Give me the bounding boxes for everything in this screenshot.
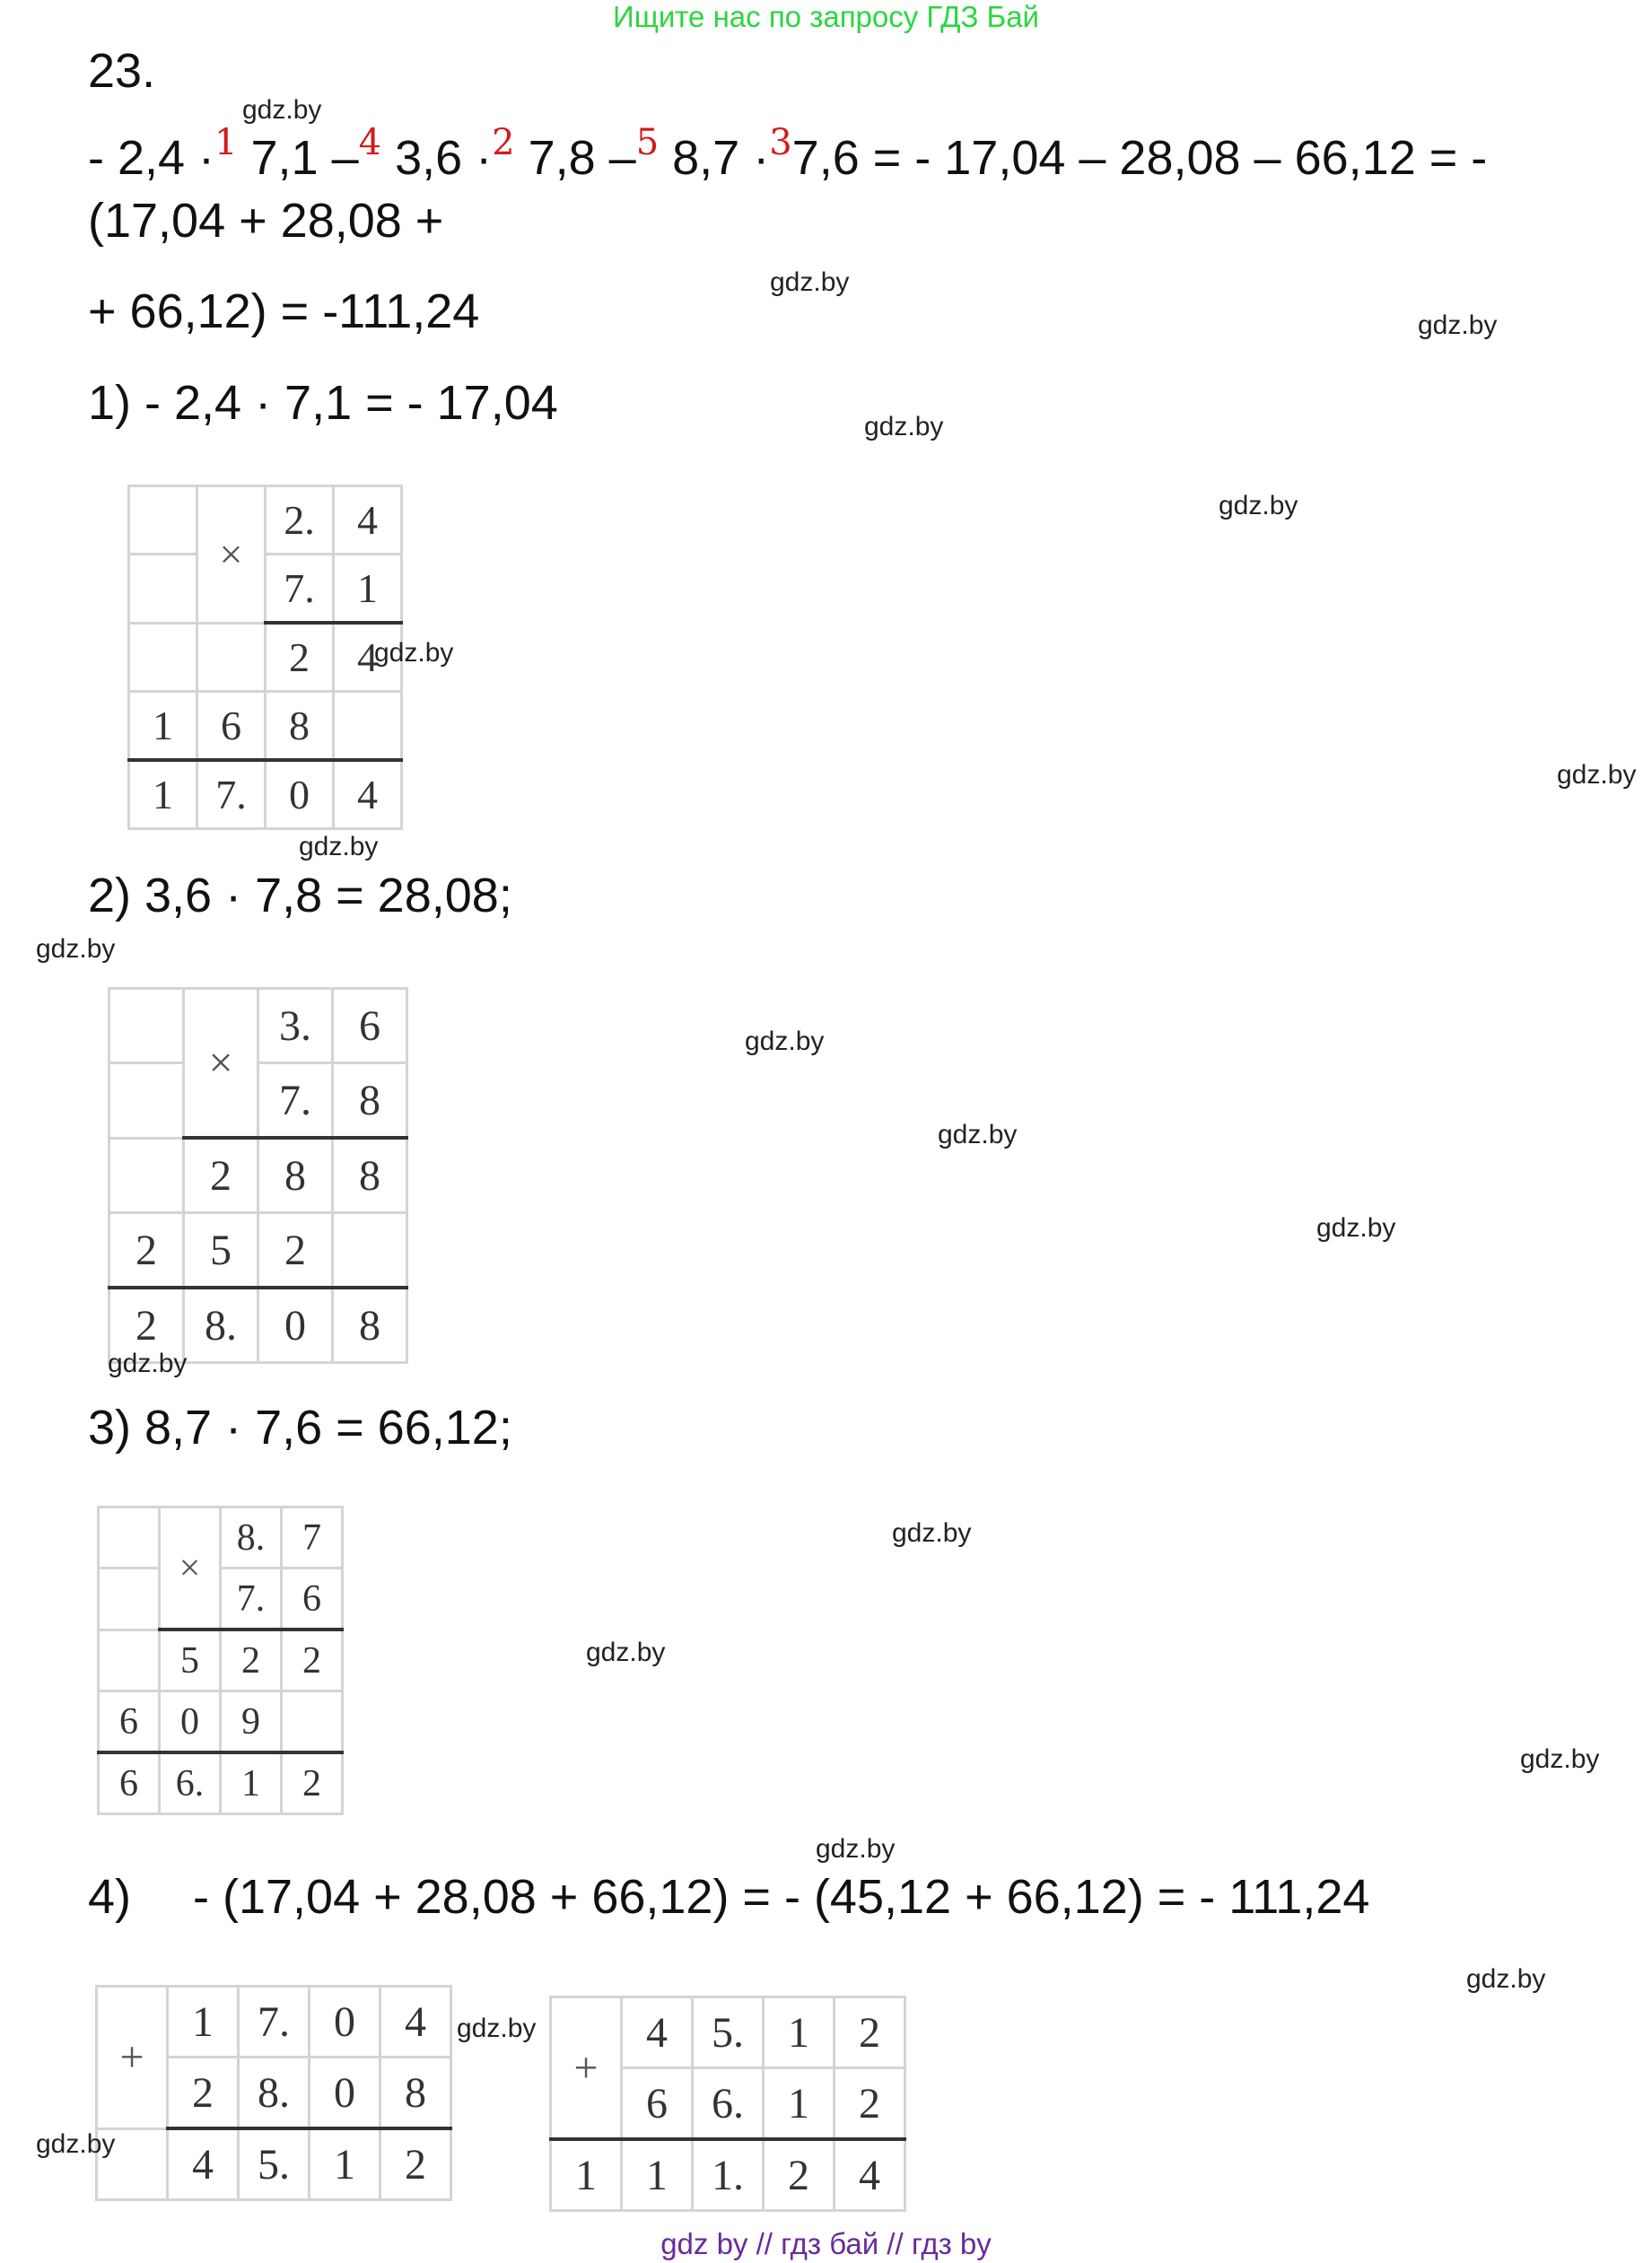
- order-mark: 5: [635, 122, 660, 163]
- table-row: [129, 760, 402, 829]
- digit-cell: 0: [310, 2058, 380, 2129]
- table-row: [99, 1752, 343, 1814]
- table-row: [129, 555, 402, 624]
- digit-cell: 8.: [184, 1288, 258, 1363]
- digit-cell: 6.: [693, 2068, 764, 2140]
- digit-cell: 2: [184, 1138, 258, 1213]
- digit-cell: [129, 623, 197, 692]
- digit-cell: [197, 623, 266, 692]
- order-mark: 1: [214, 122, 238, 163]
- watermark: gdz.by: [864, 412, 944, 441]
- step-1: 1) - 2,4 · 7,1 = - 17,04: [88, 376, 558, 430]
- expression-line-2: (17,04 + 28,08 +: [88, 194, 444, 248]
- watermark: gdz.by: [108, 1349, 188, 1378]
- addition-table-2: [549, 1996, 906, 2212]
- table-row: [97, 1987, 451, 2058]
- digit-cell: 8: [333, 1138, 407, 1213]
- digit-cell: 1: [129, 692, 197, 761]
- digit-cell: 0: [258, 1288, 333, 1363]
- digit-cell: 1: [622, 2139, 693, 2211]
- digit-cell: 1: [551, 2139, 622, 2211]
- digit-cell: 7.: [266, 555, 334, 624]
- digit-cell: 2: [835, 2068, 905, 2140]
- expr-part: 7,1 –: [237, 131, 359, 185]
- watermark: gdz.by: [745, 1027, 825, 1056]
- digit-cell: 6: [197, 692, 266, 761]
- digit-cell: [99, 1630, 160, 1691]
- digit-cell: 2: [764, 2139, 835, 2211]
- table-row: [551, 1997, 905, 2068]
- table-row: [99, 1630, 343, 1691]
- expr-part: 7,8 –: [514, 131, 636, 185]
- digit-cell: 1: [334, 555, 402, 624]
- digit-cell: 5: [184, 1213, 258, 1289]
- watermark: gdz.by: [374, 638, 454, 668]
- digit-cell: 4: [835, 2139, 905, 2211]
- digit-cell: 4: [334, 486, 402, 555]
- digit-cell: [99, 1568, 160, 1630]
- plus-sign: +: [551, 1997, 622, 2140]
- watermark: gdz.by: [457, 2014, 537, 2043]
- digit-cell: [282, 1691, 343, 1753]
- table-row: [97, 2128, 451, 2200]
- digit-cell: 8: [258, 1138, 333, 1213]
- digit-cell: [129, 486, 197, 555]
- table-row: [109, 1138, 407, 1213]
- digit-cell: 2: [282, 1752, 343, 1814]
- digit-cell: 2: [168, 2058, 239, 2129]
- watermark: gdz.by: [1520, 1744, 1600, 1774]
- watermark: gdz.by: [586, 1638, 666, 1667]
- digit-cell: [109, 989, 184, 1063]
- digit-cell: [109, 1138, 184, 1213]
- expr-part: 8,7 ·: [659, 131, 770, 185]
- digit-cell: 3.: [258, 989, 333, 1063]
- table-row: [129, 486, 402, 555]
- digit-cell: 2: [258, 1213, 333, 1289]
- step-2: 2) 3,6 · 7,8 = 28,08;: [88, 869, 512, 922]
- multiplication-table-3: [97, 1506, 344, 1815]
- addition-table-1: [95, 1985, 452, 2201]
- table-row: [109, 1063, 407, 1139]
- watermark: gdz.by: [1557, 760, 1637, 790]
- table-row: [99, 1507, 343, 1568]
- footer-links[interactable]: gdz by // гдз бай // гдз by: [660, 2227, 992, 2260]
- watermark: gdz.by: [1219, 491, 1298, 520]
- watermark: gdz.by: [816, 1834, 896, 1864]
- watermark: gdz.by: [36, 2129, 116, 2159]
- search-banner[interactable]: Ищите нас по запросу ГДЗ Бай: [613, 0, 1039, 33]
- digit-cell: 6: [622, 2068, 693, 2140]
- watermark: gdz.by: [770, 267, 850, 297]
- table-row: [99, 1691, 343, 1753]
- digit-cell: 6: [333, 989, 407, 1063]
- digit-cell: 8: [333, 1288, 407, 1363]
- digit-cell: 7: [282, 1507, 343, 1568]
- digit-cell: 8: [333, 1063, 407, 1139]
- digit-cell: 1: [129, 760, 197, 829]
- order-mark: 2: [492, 122, 515, 163]
- table-row: [99, 1568, 343, 1630]
- expr-part: 3,6 ·: [381, 131, 493, 185]
- digit-cell: 7.: [197, 760, 266, 829]
- table-row: [109, 1213, 407, 1289]
- expr-part: 7,6 = - 17,04 – 28,08 – 66,12 = -: [791, 131, 1488, 185]
- multiply-sign: ×: [197, 486, 266, 624]
- digit-cell: 0: [310, 1987, 380, 2058]
- digit-cell: 7.: [239, 1987, 310, 2058]
- digit-cell: [129, 555, 197, 624]
- digit-cell: 6: [99, 1752, 160, 1814]
- expr-part: - 2,4 ·: [88, 131, 215, 185]
- watermark: gdz.by: [1418, 310, 1498, 340]
- table-row: [551, 2139, 905, 2211]
- watermark: gdz.by: [1316, 1213, 1396, 1243]
- digit-cell: 2: [109, 1288, 184, 1363]
- digit-cell: 4: [622, 1997, 693, 2068]
- table-row: [109, 989, 407, 1063]
- expression-line-3: + 66,12) = -111,24: [88, 284, 480, 338]
- table-row: [129, 692, 402, 761]
- table-row: [129, 623, 402, 692]
- digit-cell: 2: [109, 1213, 184, 1289]
- digit-cell: 5: [160, 1630, 221, 1691]
- digit-cell: 8: [266, 692, 334, 761]
- digit-cell: [99, 1507, 160, 1568]
- digit-cell: 1: [764, 2068, 835, 2140]
- digit-cell: 4: [334, 623, 402, 692]
- expression-line-1: [88, 122, 1488, 186]
- step-4: - (17,04 + 28,08 + 66,12) = - (45,12 + 66,12) = - 111,24: [193, 1870, 1370, 1924]
- digit-cell: 1: [310, 2128, 380, 2200]
- digit-cell: 0: [160, 1691, 221, 1753]
- digit-cell: 8.: [221, 1507, 282, 1568]
- digit-cell: 2.: [266, 486, 334, 555]
- watermark: gdz.by: [36, 934, 116, 964]
- watermark: gdz.by: [242, 95, 322, 125]
- digit-cell: 6: [282, 1568, 343, 1630]
- digit-cell: 1: [764, 1997, 835, 2068]
- digit-cell: 5.: [693, 1997, 764, 2068]
- digit-cell: 6.: [160, 1752, 221, 1814]
- watermark: gdz.by: [892, 1518, 972, 1548]
- multiply-sign: ×: [184, 989, 258, 1139]
- multiplication-table-2: [108, 987, 408, 1364]
- digit-cell: 7.: [258, 1063, 333, 1139]
- multiplication-table-1: [127, 485, 403, 830]
- digit-cell: 4: [334, 760, 402, 829]
- digit-cell: 2: [380, 2128, 451, 2200]
- step-3: 3) 8,7 · 7,6 = 66,12;: [88, 1401, 512, 1455]
- digit-cell: 6: [99, 1691, 160, 1753]
- watermark: gdz.by: [299, 832, 379, 861]
- digit-cell: 1.: [693, 2139, 764, 2211]
- digit-cell: 0: [266, 760, 334, 829]
- digit-cell: 4: [380, 1987, 451, 2058]
- digit-cell: 9: [221, 1691, 282, 1753]
- digit-cell: 1: [168, 1987, 239, 2058]
- task-number: 23.: [88, 44, 156, 98]
- digit-cell: 2: [282, 1630, 343, 1691]
- digit-cell: 8.: [239, 2058, 310, 2129]
- order-mark: 3: [769, 122, 792, 163]
- step-4-number: 4): [88, 1870, 132, 1924]
- digit-cell: 1: [221, 1752, 282, 1814]
- digit-cell: [334, 692, 402, 761]
- multiply-sign: ×: [160, 1507, 221, 1630]
- watermark: gdz.by: [1466, 1964, 1546, 1994]
- digit-cell: 5.: [239, 2128, 310, 2200]
- digit-cell: 8: [380, 2058, 451, 2129]
- digit-cell: 2: [835, 1997, 905, 2068]
- digit-cell: [333, 1213, 407, 1289]
- watermark: gdz.by: [938, 1120, 1018, 1149]
- digit-cell: 4: [168, 2128, 239, 2200]
- digit-cell: [109, 1063, 184, 1139]
- digit-cell: 2: [221, 1630, 282, 1691]
- digit-cell: 7.: [221, 1568, 282, 1630]
- digit-cell: 2: [266, 623, 334, 692]
- order-mark: 4: [358, 122, 382, 163]
- plus-sign: +: [97, 1987, 168, 2129]
